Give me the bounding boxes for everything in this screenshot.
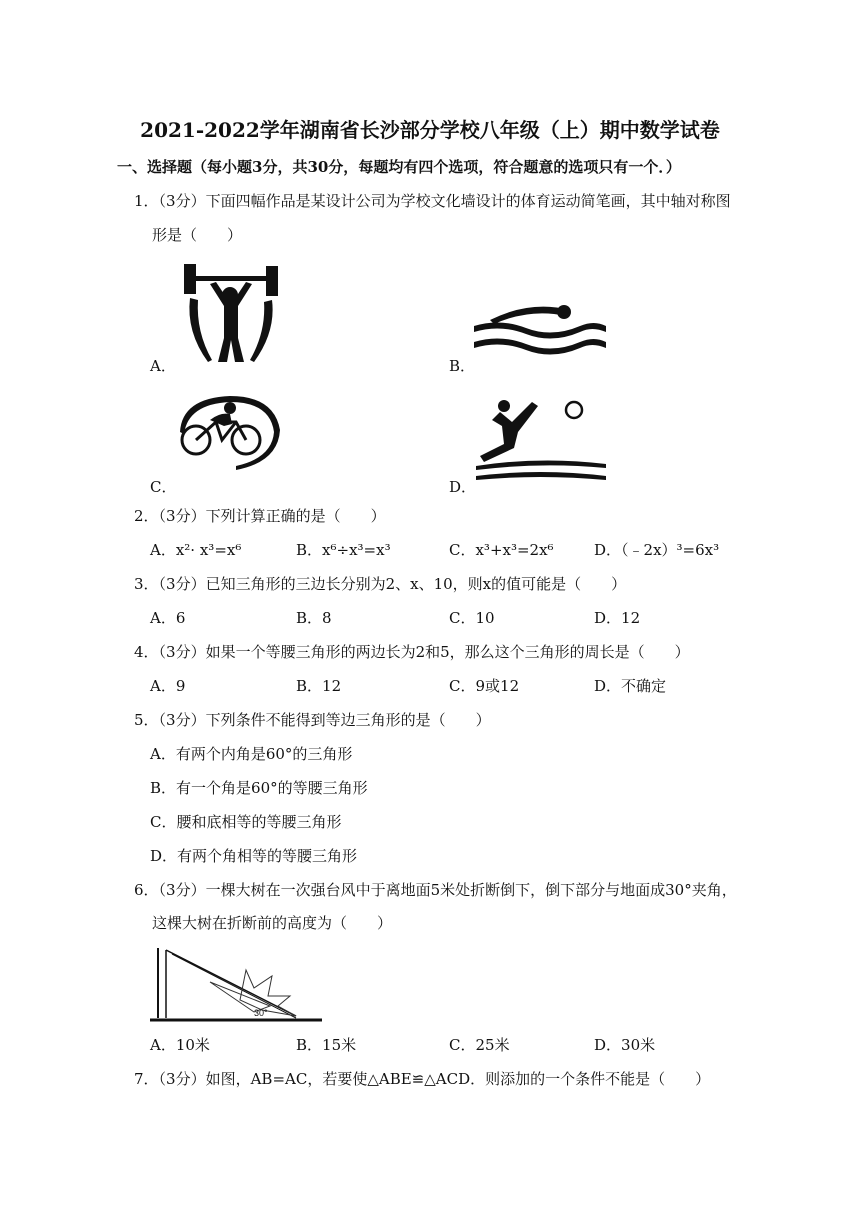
q5-option-d: D．有两个角相等的等腰三角形 bbox=[150, 847, 358, 865]
q2-stem: 2．（3分）下列计算正确的是（ ） bbox=[134, 507, 386, 525]
q1-option-c-label: C． bbox=[150, 478, 177, 496]
q4-option-d: D．不确定 bbox=[594, 677, 667, 695]
q5-option-b: B．有一个角是60°的等腰三角形 bbox=[150, 779, 368, 797]
q4-option-a: A．9 bbox=[150, 677, 186, 695]
q4-option-c: C．9或12 bbox=[449, 677, 520, 695]
broken-tree-figure bbox=[150, 940, 324, 1024]
q2-option-c: C．x³+x³=2x⁶ bbox=[449, 541, 554, 559]
q6-stem-line2: 这棵大树在折断前的高度为（ ） bbox=[152, 914, 393, 932]
q4-option-b: B．12 bbox=[296, 677, 342, 695]
angle-label: 30° bbox=[254, 1008, 268, 1018]
q3-option-c: C．10 bbox=[449, 609, 495, 627]
q6-option-d: D．30米 bbox=[594, 1036, 656, 1054]
weightlifter-icon bbox=[180, 262, 282, 366]
q2-option-d: D．（﹣2x）³=6x³ bbox=[594, 541, 720, 559]
swimmer-icon bbox=[470, 292, 610, 358]
q2-option-b: B．x⁶÷x³=x³ bbox=[296, 541, 391, 559]
cyclist-icon bbox=[170, 392, 286, 472]
q6-option-a: A．10米 bbox=[150, 1036, 210, 1054]
page-title: 2021-2022学年湖南省长沙部分学校八年级（上）期中数学试卷 bbox=[140, 118, 720, 142]
q4-stem: 4．（3分）如果一个等腰三角形的两边长为2和5，那么这个三角形的周长是（ ） bbox=[134, 643, 690, 661]
q1-stem-line1: 1．（3分）下面四幅作品是某设计公司为学校文化墙设计的体育运动简笔画，其中轴对称图 bbox=[134, 192, 731, 210]
q3-option-a: A．6 bbox=[150, 609, 186, 627]
q3-stem: 3．（3分）已知三角形的三边长分别为2、x、10，则x的值可能是（ ） bbox=[134, 575, 627, 593]
q6-stem-line1: 6．（3分）一棵大树在一次强台风中于离地面5米处折断倒下，倒下部分与地面成30°夹角， bbox=[134, 881, 737, 899]
q5-option-c: C．腰和底相等的等腰三角形 bbox=[150, 813, 342, 831]
q3-option-d: D．12 bbox=[594, 609, 641, 627]
section-heading: 一、选择题（每小题3分，共30分，每题均有四个选项，符合题意的选项只有一个．） bbox=[117, 158, 681, 176]
q1-option-a-label: A． bbox=[150, 357, 176, 375]
q1-option-b-label: B． bbox=[449, 357, 476, 375]
q1-stem-line2: 形是（ ） bbox=[152, 226, 243, 244]
q5-stem: 5．（3分）下列条件不能得到等边三角形的是（ ） bbox=[134, 711, 491, 729]
volleyball-player-icon bbox=[470, 392, 610, 482]
q3-option-b: B．8 bbox=[296, 609, 332, 627]
q2-option-a: A．x²· x³=x⁶ bbox=[150, 541, 242, 559]
q7-stem: 7．（3分）如图，AB=AC，若要使△ABE≌△ACD．则添加的一个条件不能是（ ） bbox=[134, 1070, 711, 1088]
q5-option-a: A．有两个内角是60°的三角形 bbox=[150, 745, 353, 763]
q1-option-d-label: D． bbox=[449, 478, 477, 496]
q6-option-c: C．25米 bbox=[449, 1036, 510, 1054]
q6-option-b: B．15米 bbox=[296, 1036, 357, 1054]
